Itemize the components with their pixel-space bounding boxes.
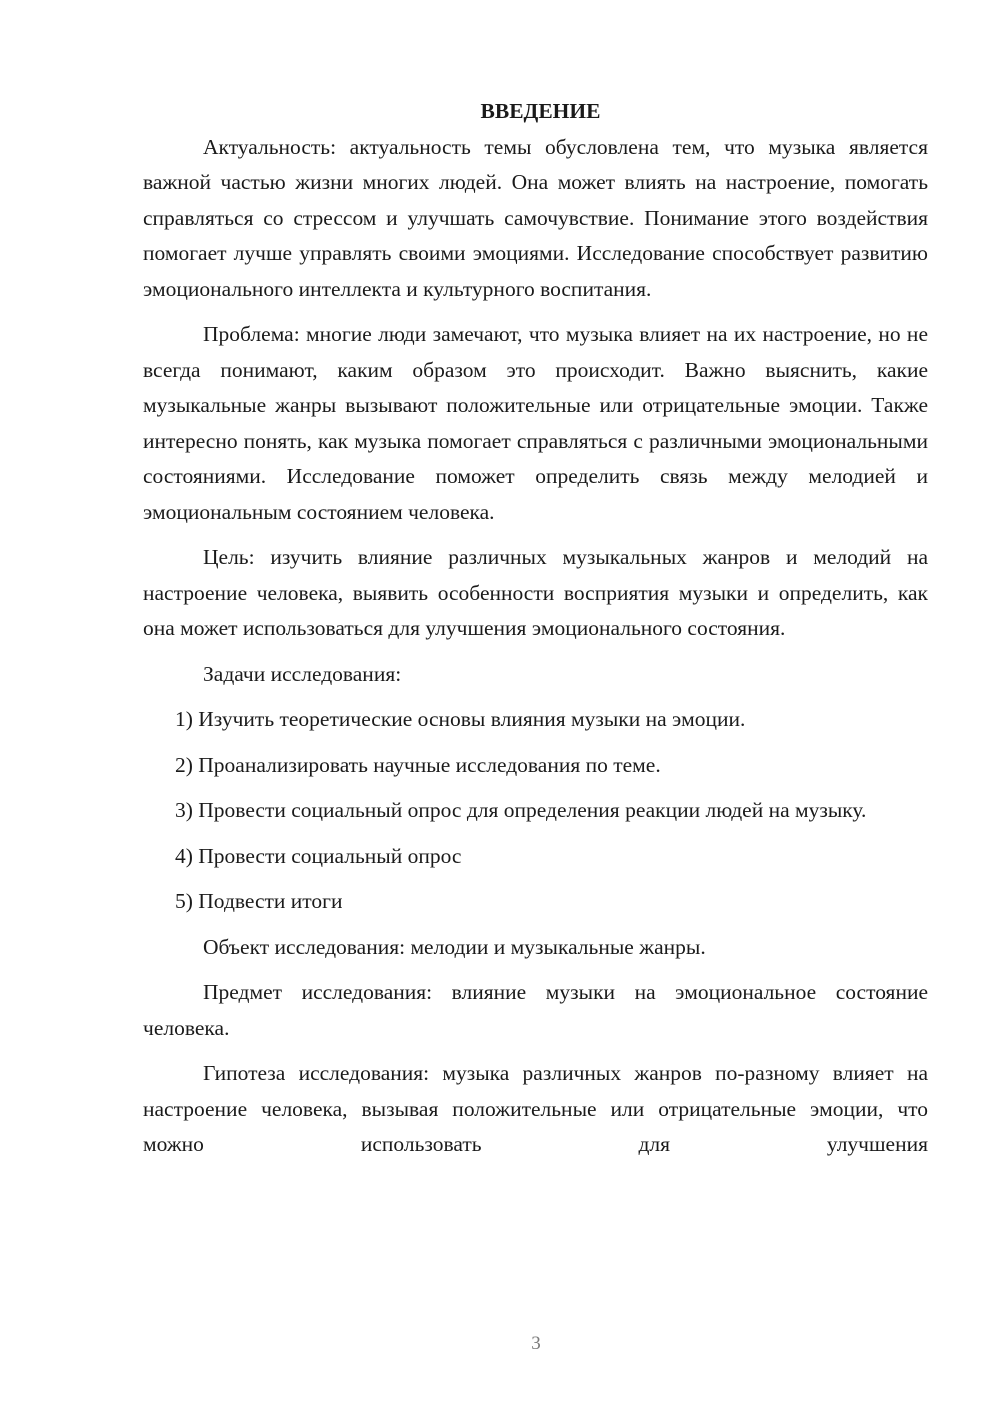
task-item: 1) Изучить теоретические основы влияния музыки на эмоции.	[175, 707, 746, 731]
task-item: 5) Подвести итоги	[175, 889, 343, 913]
paragraph-hypothesis: Гипотеза исследования: музыка различных жанров по-разному влияет на настроение человека, вызывая положительные или отрицательные эмоции, что можно использовать для улучшения	[143, 1061, 928, 1156]
tasks-title: Задачи исследования:	[203, 661, 402, 686]
section-heading: ВВЕДЕНИЕ	[480, 99, 601, 123]
paragraph-relevance: Актуальность: актуальность темы обусловлена тем, что музыка является важной частью жизни многих людей. Она может влиять на настроение, помогать справляться со стрессом и улучшать самочувствие. Понимание этого воздействия помогает лучше управлять своими эмоциями. Исследование способствует развитию эмоционального интеллекта и культурного воспитания.	[143, 134, 928, 301]
paragraph-goal: Цель: изучить влияние различных музыкальных жанров и мелодий на настроение человека, выявить особенности восприятия музыки и определить, как она может использоваться для улучшения эмоционального состояния.	[143, 545, 928, 640]
task-item: 3) Провести социальный опрос для определения реакции людей на музыку.	[175, 798, 867, 822]
page-number: 3	[531, 1333, 541, 1354]
paragraph-subject: Предмет исследования: влияние музыки на эмоциональное состояние человека.	[143, 980, 928, 1040]
task-item: 2) Проанализировать научные исследования по теме.	[175, 752, 661, 777]
paragraph-object: Объект исследования: мелодии и музыкальные жанры.	[203, 934, 706, 959]
document-body	[143, 94, 928, 1163]
paragraph-problem: Проблема: многие люди замечают, что музыка влияет на их настроение, но не всегда понимают, каким образом это происходит. Важно выяснить, какие музыкальные жанры вызывают положительные или отрицательные эмоции. Также интересно понять, как музыка помогает справляться с различными эмоциональными состояниями. Исследование поможет определить связь между мелодией и эмоциональным состоянием человека.	[143, 322, 928, 524]
task-item: 4) Провести социальный опрос	[175, 843, 462, 868]
